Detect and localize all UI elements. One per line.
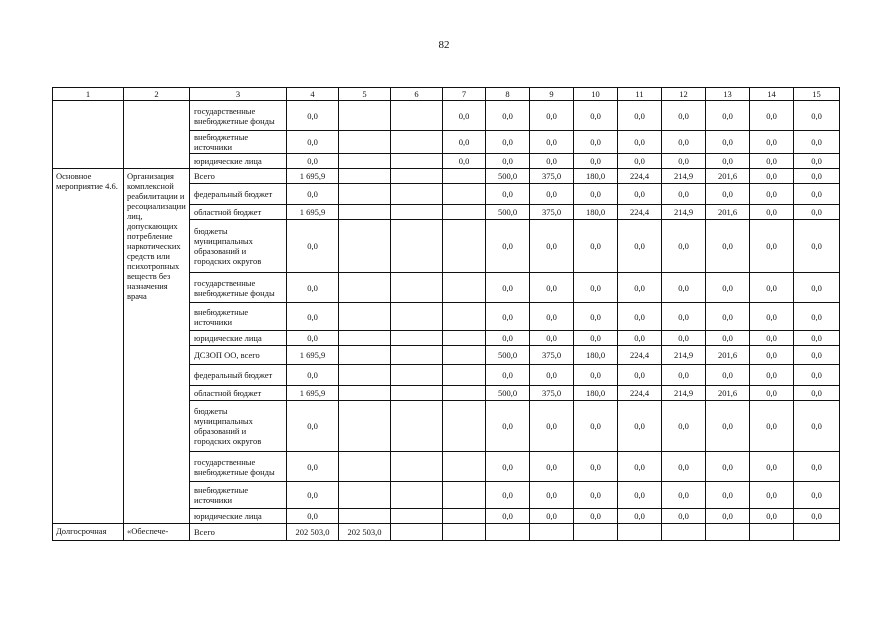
value-cell xyxy=(706,524,750,541)
value-cell xyxy=(443,509,486,524)
value-cell: 0,0 xyxy=(486,482,530,509)
value-cell: 0,0 xyxy=(486,131,530,154)
value-cell: 0,0 xyxy=(530,482,574,509)
source-label: юридические лица xyxy=(190,509,287,524)
value-cell: 0,0 xyxy=(662,184,706,205)
value-cell: 180,0 xyxy=(574,346,618,365)
value-cell: 0,0 xyxy=(287,303,339,331)
value-cell: 180,0 xyxy=(574,205,618,220)
col-header: 9 xyxy=(530,88,574,101)
value-cell: 214,9 xyxy=(662,386,706,401)
value-cell: 0,0 xyxy=(706,273,750,303)
value-cell: 1 695,9 xyxy=(287,169,339,184)
value-cell xyxy=(443,482,486,509)
value-cell xyxy=(339,331,391,346)
value-cell: 0,0 xyxy=(794,184,840,205)
value-cell: 0,0 xyxy=(750,154,794,169)
value-cell xyxy=(443,273,486,303)
value-cell xyxy=(339,131,391,154)
value-cell: 0,0 xyxy=(530,101,574,131)
value-cell: 1 695,9 xyxy=(287,205,339,220)
value-cell: 214,9 xyxy=(662,205,706,220)
value-cell xyxy=(339,509,391,524)
value-cell: 375,0 xyxy=(530,386,574,401)
value-cell: 500,0 xyxy=(486,169,530,184)
value-cell: 0,0 xyxy=(530,154,574,169)
value-cell: 0,0 xyxy=(287,365,339,386)
value-cell xyxy=(443,452,486,482)
value-cell: 0,0 xyxy=(618,452,662,482)
table-row xyxy=(53,101,840,131)
value-cell xyxy=(339,184,391,205)
value-cell: 201,6 xyxy=(706,205,750,220)
col-header: 10 xyxy=(574,88,618,101)
value-cell: 0,0 xyxy=(706,365,750,386)
source-label: областной бюджет xyxy=(190,386,287,401)
value-cell: 0,0 xyxy=(794,365,840,386)
value-cell: 224,4 xyxy=(618,346,662,365)
value-cell: 0,0 xyxy=(750,303,794,331)
value-cell: 0,0 xyxy=(794,220,840,273)
value-cell: 0,0 xyxy=(574,331,618,346)
value-cell: 224,4 xyxy=(618,169,662,184)
value-cell xyxy=(443,331,486,346)
table-row xyxy=(53,524,840,541)
value-cell xyxy=(391,154,443,169)
value-cell: 0,0 xyxy=(794,154,840,169)
value-cell: 0,0 xyxy=(706,331,750,346)
value-cell: 0,0 xyxy=(794,386,840,401)
value-cell: 0,0 xyxy=(287,401,339,452)
source-label: бюджеты муниципальных образований и городских округов xyxy=(190,401,287,452)
value-cell: 0,0 xyxy=(750,273,794,303)
value-cell: 0,0 xyxy=(750,386,794,401)
value-cell xyxy=(391,220,443,273)
value-cell: 0,0 xyxy=(287,154,339,169)
value-cell: 0,0 xyxy=(486,154,530,169)
value-cell xyxy=(750,524,794,541)
value-cell: 0,0 xyxy=(750,184,794,205)
col-header: 8 xyxy=(486,88,530,101)
value-cell: 0,0 xyxy=(486,331,530,346)
empty-cell xyxy=(53,101,124,169)
table-row xyxy=(53,169,840,184)
value-cell: 0,0 xyxy=(486,509,530,524)
value-cell: 0,0 xyxy=(706,220,750,273)
value-cell: 202 503,0 xyxy=(287,524,339,541)
value-cell xyxy=(443,169,486,184)
value-cell: 0,0 xyxy=(750,101,794,131)
value-cell: 0,0 xyxy=(750,331,794,346)
value-cell xyxy=(339,365,391,386)
value-cell: 0,0 xyxy=(618,482,662,509)
value-cell: 0,0 xyxy=(662,365,706,386)
value-cell: 0,0 xyxy=(662,509,706,524)
value-cell: 0,0 xyxy=(574,509,618,524)
value-cell xyxy=(339,401,391,452)
value-cell xyxy=(391,184,443,205)
value-cell: 375,0 xyxy=(530,346,574,365)
program-name: Долгосрочная xyxy=(53,524,124,541)
source-label: государственные внебюджетные фонды xyxy=(190,452,287,482)
source-label: Всего xyxy=(190,524,287,541)
value-cell: 0,0 xyxy=(287,273,339,303)
value-cell: 0,0 xyxy=(662,303,706,331)
value-cell: 0,0 xyxy=(486,401,530,452)
value-cell: 0,0 xyxy=(706,482,750,509)
value-cell: 0,0 xyxy=(574,482,618,509)
value-cell: 0,0 xyxy=(750,169,794,184)
value-cell: 0,0 xyxy=(794,101,840,131)
value-cell xyxy=(391,365,443,386)
value-cell xyxy=(339,482,391,509)
value-cell: 0,0 xyxy=(530,365,574,386)
value-cell: 201,6 xyxy=(706,346,750,365)
source-label: федеральный бюджет xyxy=(190,365,287,386)
value-cell: 0,0 xyxy=(794,303,840,331)
col-header: 15 xyxy=(794,88,840,101)
value-cell: 0,0 xyxy=(618,401,662,452)
value-cell xyxy=(339,205,391,220)
value-cell xyxy=(339,169,391,184)
value-cell: 0,0 xyxy=(750,131,794,154)
empty-cell xyxy=(124,101,190,169)
value-cell xyxy=(443,401,486,452)
value-cell: 0,0 xyxy=(486,184,530,205)
value-cell: 0,0 xyxy=(662,482,706,509)
value-cell xyxy=(443,205,486,220)
value-cell xyxy=(339,303,391,331)
value-cell: 0,0 xyxy=(574,273,618,303)
value-cell: 0,0 xyxy=(287,509,339,524)
value-cell: 0,0 xyxy=(287,452,339,482)
value-cell: 0,0 xyxy=(574,303,618,331)
value-cell: 0,0 xyxy=(794,452,840,482)
value-cell xyxy=(391,101,443,131)
source-label: ДСЗОП ОО, всего xyxy=(190,346,287,365)
value-cell xyxy=(339,386,391,401)
value-cell: 0,0 xyxy=(574,131,618,154)
value-cell xyxy=(391,303,443,331)
value-cell: 0,0 xyxy=(530,452,574,482)
value-cell: 0,0 xyxy=(530,303,574,331)
value-cell: 202 503,0 xyxy=(339,524,391,541)
value-cell xyxy=(339,154,391,169)
value-cell: 0,0 xyxy=(618,303,662,331)
value-cell: 0,0 xyxy=(662,273,706,303)
value-cell: 0,0 xyxy=(706,303,750,331)
value-cell: 500,0 xyxy=(486,205,530,220)
value-cell: 0,0 xyxy=(794,509,840,524)
value-cell: 0,0 xyxy=(662,331,706,346)
value-cell: 1 695,9 xyxy=(287,346,339,365)
value-cell: 0,0 xyxy=(750,452,794,482)
col-header: 3 xyxy=(190,88,287,101)
value-cell: 0,0 xyxy=(706,401,750,452)
col-header: 12 xyxy=(662,88,706,101)
value-cell: 0,0 xyxy=(794,273,840,303)
value-cell: 180,0 xyxy=(574,169,618,184)
source-label: федеральный бюджет xyxy=(190,184,287,205)
value-cell xyxy=(391,346,443,365)
activity-description: Организация комплексной реабилитации и ресоциализации лиц, допускающих потребление наркотических средств или психотропных веществ без назначения врача xyxy=(124,169,190,524)
value-cell: 0,0 xyxy=(574,184,618,205)
value-cell: 0,0 xyxy=(662,401,706,452)
value-cell xyxy=(443,346,486,365)
value-cell: 375,0 xyxy=(530,205,574,220)
value-cell: 0,0 xyxy=(750,220,794,273)
value-cell: 0,0 xyxy=(530,509,574,524)
col-header: 11 xyxy=(618,88,662,101)
value-cell: 0,0 xyxy=(750,482,794,509)
value-cell: 0,0 xyxy=(530,131,574,154)
value-cell: 0,0 xyxy=(618,131,662,154)
value-cell: 0,0 xyxy=(794,331,840,346)
col-header: 6 xyxy=(391,88,443,101)
value-cell xyxy=(391,169,443,184)
value-cell: 0,0 xyxy=(662,101,706,131)
budget-table xyxy=(52,87,840,541)
value-cell: 0,0 xyxy=(574,365,618,386)
value-cell: 0,0 xyxy=(287,131,339,154)
value-cell: 0,0 xyxy=(443,131,486,154)
page-number: 82 xyxy=(438,39,450,51)
value-cell: 0,0 xyxy=(750,346,794,365)
value-cell: 0,0 xyxy=(486,101,530,131)
value-cell: 201,6 xyxy=(706,169,750,184)
value-cell: 0,0 xyxy=(662,220,706,273)
value-cell: 500,0 xyxy=(486,346,530,365)
value-cell: 0,0 xyxy=(794,346,840,365)
value-cell: 0,0 xyxy=(706,131,750,154)
value-cell: 0,0 xyxy=(794,401,840,452)
value-cell: 0,0 xyxy=(618,184,662,205)
value-cell xyxy=(618,524,662,541)
source-label: юридические лица xyxy=(190,331,287,346)
value-cell xyxy=(443,524,486,541)
value-cell xyxy=(391,524,443,541)
value-cell: 0,0 xyxy=(530,220,574,273)
value-cell: 0,0 xyxy=(486,365,530,386)
col-header: 1 xyxy=(53,88,124,101)
value-cell: 224,4 xyxy=(618,386,662,401)
source-label: бюджеты муниципальных образований и городских округов xyxy=(190,220,287,273)
value-cell: 0,0 xyxy=(794,205,840,220)
value-cell: 0,0 xyxy=(287,331,339,346)
value-cell xyxy=(391,131,443,154)
value-cell xyxy=(794,524,840,541)
col-header: 14 xyxy=(750,88,794,101)
source-label: внебюджетные источники xyxy=(190,131,287,154)
source-label: Всего xyxy=(190,169,287,184)
value-cell xyxy=(391,331,443,346)
value-cell xyxy=(339,273,391,303)
value-cell: 500,0 xyxy=(486,386,530,401)
value-cell: 0,0 xyxy=(662,154,706,169)
value-cell xyxy=(339,101,391,131)
value-cell: 0,0 xyxy=(618,220,662,273)
program-description: «Обеспече- xyxy=(124,524,190,541)
value-cell: 0,0 xyxy=(443,154,486,169)
value-cell xyxy=(391,273,443,303)
value-cell: 0,0 xyxy=(750,365,794,386)
value-cell: 1 695,9 xyxy=(287,386,339,401)
value-cell: 224,4 xyxy=(618,205,662,220)
value-cell: 0,0 xyxy=(486,220,530,273)
value-cell xyxy=(391,401,443,452)
value-cell: 0,0 xyxy=(706,101,750,131)
value-cell: 214,9 xyxy=(662,169,706,184)
value-cell: 0,0 xyxy=(574,452,618,482)
value-cell: 0,0 xyxy=(750,401,794,452)
col-header: 13 xyxy=(706,88,750,101)
value-cell xyxy=(391,482,443,509)
value-cell xyxy=(391,386,443,401)
value-cell: 180,0 xyxy=(574,386,618,401)
value-cell: 0,0 xyxy=(574,101,618,131)
value-cell: 0,0 xyxy=(618,154,662,169)
value-cell: 0,0 xyxy=(618,101,662,131)
source-label: внебюджетные источники xyxy=(190,303,287,331)
value-cell xyxy=(339,346,391,365)
activity-name: Основное мероприятие 4.6. xyxy=(53,169,124,524)
col-header: 5 xyxy=(339,88,391,101)
value-cell xyxy=(443,365,486,386)
value-cell: 201,6 xyxy=(706,386,750,401)
source-label: внебюджетные источники xyxy=(190,482,287,509)
value-cell: 0,0 xyxy=(618,365,662,386)
value-cell xyxy=(486,524,530,541)
value-cell: 0,0 xyxy=(486,452,530,482)
value-cell: 0,0 xyxy=(618,331,662,346)
value-cell: 0,0 xyxy=(530,273,574,303)
source-label: государственные внебюджетные фонды xyxy=(190,273,287,303)
value-cell: 0,0 xyxy=(750,509,794,524)
value-cell: 0,0 xyxy=(530,331,574,346)
value-cell: 0,0 xyxy=(662,452,706,482)
column-number-row xyxy=(53,88,840,101)
value-cell: 0,0 xyxy=(794,169,840,184)
value-cell: 0,0 xyxy=(287,220,339,273)
value-cell: 0,0 xyxy=(706,184,750,205)
value-cell: 0,0 xyxy=(287,184,339,205)
value-cell: 0,0 xyxy=(794,131,840,154)
value-cell: 0,0 xyxy=(486,273,530,303)
value-cell: 0,0 xyxy=(443,101,486,131)
value-cell xyxy=(391,205,443,220)
value-cell: 0,0 xyxy=(750,205,794,220)
value-cell: 0,0 xyxy=(574,401,618,452)
source-label: юридические лица xyxy=(190,154,287,169)
value-cell xyxy=(339,220,391,273)
value-cell xyxy=(443,184,486,205)
value-cell: 214,9 xyxy=(662,346,706,365)
col-header: 7 xyxy=(443,88,486,101)
value-cell xyxy=(530,524,574,541)
value-cell: 0,0 xyxy=(530,401,574,452)
value-cell xyxy=(339,452,391,482)
col-header: 4 xyxy=(287,88,339,101)
value-cell xyxy=(443,303,486,331)
value-cell: 0,0 xyxy=(794,482,840,509)
value-cell xyxy=(662,524,706,541)
col-header: 2 xyxy=(124,88,190,101)
value-cell: 0,0 xyxy=(618,509,662,524)
value-cell: 0,0 xyxy=(530,184,574,205)
value-cell: 0,0 xyxy=(706,154,750,169)
source-label: государственные внебюджетные фонды xyxy=(190,101,287,131)
value-cell: 0,0 xyxy=(574,154,618,169)
value-cell: 0,0 xyxy=(706,509,750,524)
value-cell xyxy=(443,386,486,401)
value-cell xyxy=(574,524,618,541)
value-cell: 0,0 xyxy=(662,131,706,154)
source-label: областной бюджет xyxy=(190,205,287,220)
value-cell: 0,0 xyxy=(706,452,750,482)
value-cell: 0,0 xyxy=(618,273,662,303)
value-cell xyxy=(443,220,486,273)
value-cell: 0,0 xyxy=(574,220,618,273)
value-cell: 0,0 xyxy=(287,101,339,131)
value-cell xyxy=(391,452,443,482)
value-cell: 375,0 xyxy=(530,169,574,184)
value-cell: 0,0 xyxy=(287,482,339,509)
value-cell xyxy=(391,509,443,524)
value-cell: 0,0 xyxy=(486,303,530,331)
